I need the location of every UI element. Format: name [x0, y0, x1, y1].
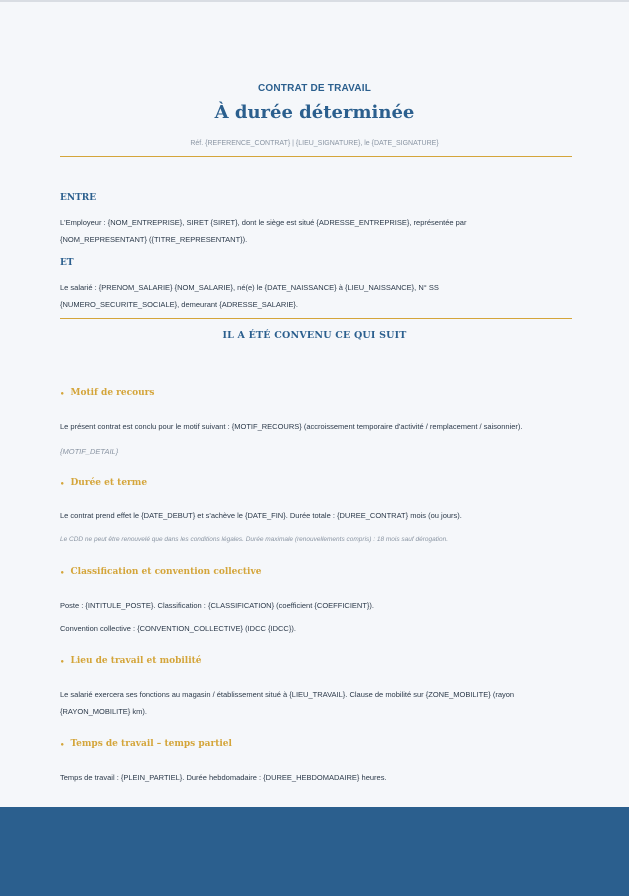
bullet-icon: •: [60, 388, 65, 398]
section-title: Lieu de travail et mobilité: [70, 656, 202, 666]
motif-detail: {MOTIF_DETAIL}: [60, 447, 119, 456]
duree-text: Le contrat prend effet le {DATE_DEBUT} et s'achève le {DATE_FIN}. Durée totale : {DUREE_CONTRAT} mois (ou jours).: [60, 511, 462, 520]
convenu-heading: IL A ÉTÉ CONVENU CE QUI SUIT: [222, 330, 407, 341]
employeur-text: [60, 214, 572, 248]
section-duree: [60, 478, 147, 488]
section-motif: [60, 388, 155, 398]
header-divider: [60, 156, 572, 157]
bullet-icon: •: [60, 656, 65, 666]
parties-divider: [60, 318, 572, 319]
section-title: Motif de recours: [70, 388, 155, 398]
duree-note: Le CDD ne peut être renouvelé que dans les conditions légales. Durée maximale (renouvellements compris) : 18 mois sauf dérogation.: [60, 536, 449, 543]
bullet-icon: •: [60, 567, 65, 577]
employeur-line-1: L'Employeur : {NOM_ENTREPRISE}, SIRET {SIRET}, dont le siège est situé {ADRESSE_ENTREPRISE}, représentée par: [60, 218, 467, 227]
classification-poste: Poste : {INTITULE_POSTE}. Classification : {CLASSIFICATION} (coefficient {COEFFICIENT}).: [60, 601, 374, 610]
document-kicker: CONTRAT DE TRAVAIL: [257, 83, 372, 94]
et-label: ET: [60, 258, 74, 268]
document-reference: Réf. {REFERENCE_CONTRAT} | {LIEU_SIGNATURE}, le {DATE_SIGNATURE}: [190, 140, 439, 147]
entre-label: ENTRE: [60, 193, 97, 203]
lieu-line-2: {RAYON_MOBILITE} km).: [60, 707, 147, 716]
salarie-line-1: Le salarié : {PRENOM_SALARIE} {NOM_SALARIE}, né(e) le {DATE_NAISSANCE} à {LIEU_NAISSANCE}, N° SS: [60, 283, 439, 292]
lieu-text: [60, 686, 572, 720]
document-title: À durée déterminée: [214, 102, 415, 123]
classification-convention: Convention collective : {CONVENTION_COLLECTIVE} (IDCC {IDCC}).: [60, 624, 296, 633]
section-lieu: [60, 656, 202, 666]
footer-band: [0, 807, 629, 896]
section-title: Temps de travail – temps partiel: [70, 739, 232, 749]
bullet-icon: •: [60, 478, 65, 488]
section-title: Classification et convention collective: [70, 567, 262, 577]
salarie-line-2: {NUMERO_SECURITE_SOCIALE}, demeurant {ADRESSE_SALARIE}.: [60, 300, 299, 309]
salarie-text: [60, 279, 572, 313]
temps-text: Temps de travail : {PLEIN_PARTIEL}. Durée hebdomadaire : {DUREE_HEBDOMADAIRE} heures.: [60, 773, 387, 782]
motif-text: Le présent contrat est conclu pour le motif suivant : {MOTIF_RECOURS} (accroissement temporaire d'activité / remplacement / saisonnier).: [60, 422, 523, 431]
section-title: Durée et terme: [70, 478, 148, 488]
employeur-line-2: {NOM_REPRESENTANT} ({TITRE_REPRESENTANT}).: [60, 235, 248, 244]
section-temps: [60, 739, 232, 749]
lieu-line-1: Le salarié exercera ses fonctions au magasin / établissement situé à {LIEU_TRAVAIL}. Clause de mobilité sur {ZONE_MOBILITE} (rayon: [60, 690, 515, 699]
section-classification: [60, 567, 261, 577]
bullet-icon: •: [60, 739, 65, 749]
